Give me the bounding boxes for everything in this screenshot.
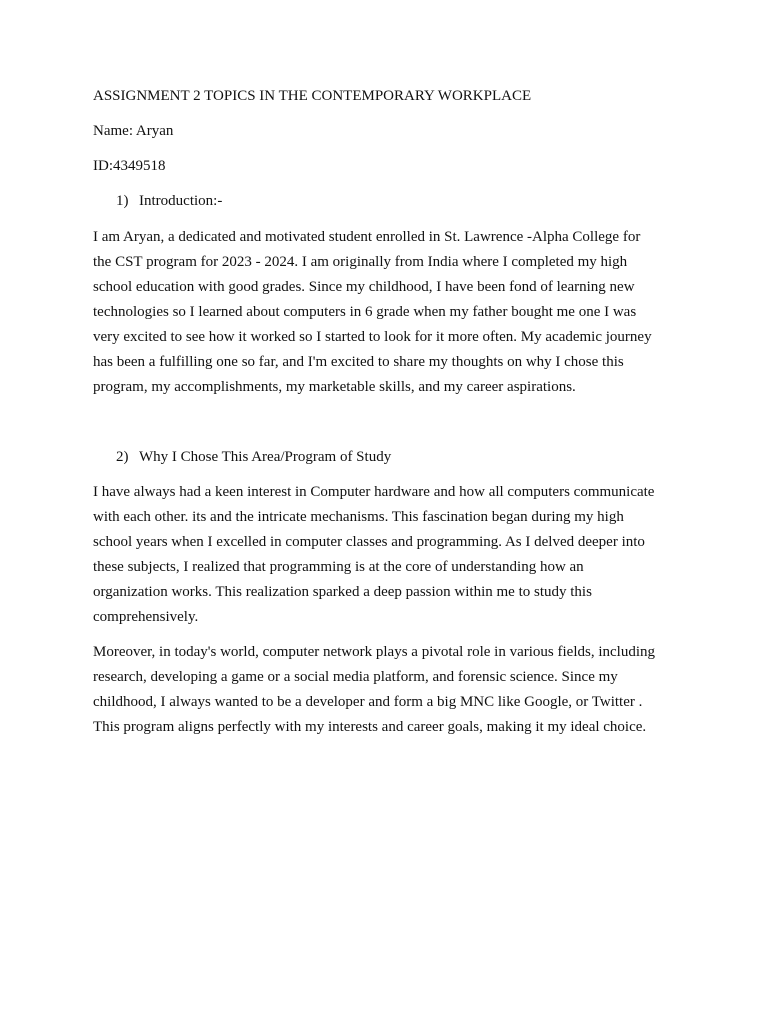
paragraph-line: these subjects, I realized that programming is at the core of understanding how an xyxy=(93,559,584,575)
paragraph-line: I have always had a keen interest in Computer hardware and how all computers communicate xyxy=(93,484,655,500)
paragraph-line: school education with good grades. Since my childhood, I have been fond of learning new xyxy=(93,279,635,295)
paragraph-line: comprehensively. xyxy=(93,609,199,625)
paragraph-line: with each other. its and the intricate mechanisms. This fascination began during my high xyxy=(93,509,624,525)
student-id: ID:4349518 xyxy=(93,158,166,174)
section-heading: Why I Chose This Area/Program of Study xyxy=(139,449,392,465)
section-heading: Introduction:- xyxy=(139,193,223,209)
paragraph-line: I am Aryan, a dedicated and motivated student enrolled in St. Lawrence -Alpha College for xyxy=(93,229,641,245)
paragraph-line: research, developing a game or a social media platform, and forensic science. Since my xyxy=(93,669,618,685)
paragraph-line: Moreover, in today's world, computer network plays a pivotal role in various fields, including xyxy=(93,644,655,660)
paragraph-line: organization works. This realization sparked a deep passion within me to study this xyxy=(93,584,592,600)
paragraph-line: school years when I excelled in computer classes and programming. As I delved deeper into xyxy=(93,534,645,550)
paragraph xyxy=(93,483,693,633)
paragraph-line: the CST program for 2023 - 2024. I am originally from India where I completed my high xyxy=(93,254,628,270)
paragraph xyxy=(93,643,693,743)
student-name: Name: Aryan xyxy=(93,123,174,139)
paragraph-line: very excited to see how it worked so I started to look for it more often. My academic journey xyxy=(93,329,652,345)
paragraph xyxy=(93,228,693,403)
document-title: ASSIGNMENT 2 TOPICS IN THE CONTEMPORARY WORKPLACE xyxy=(93,88,532,104)
section-number: 2) xyxy=(116,449,129,465)
paragraph-line: technologies so I learned about computers in 6 grade when my father bought me one I was xyxy=(93,304,637,320)
paragraph-line: has been a fulfilling one so far, and I'm excited to share my thoughts on why I chose this xyxy=(93,354,624,370)
section-number: 1) xyxy=(116,193,129,209)
paragraph-line: childhood, I always wanted to be a developer and form a big MNC like Google, or Twitter . xyxy=(93,694,643,710)
paragraph-line: program, my accomplishments, my marketable skills, and my career aspirations. xyxy=(93,379,576,395)
paragraph-line: This program aligns perfectly with my interests and career goals, making it my ideal choice. xyxy=(93,719,647,735)
